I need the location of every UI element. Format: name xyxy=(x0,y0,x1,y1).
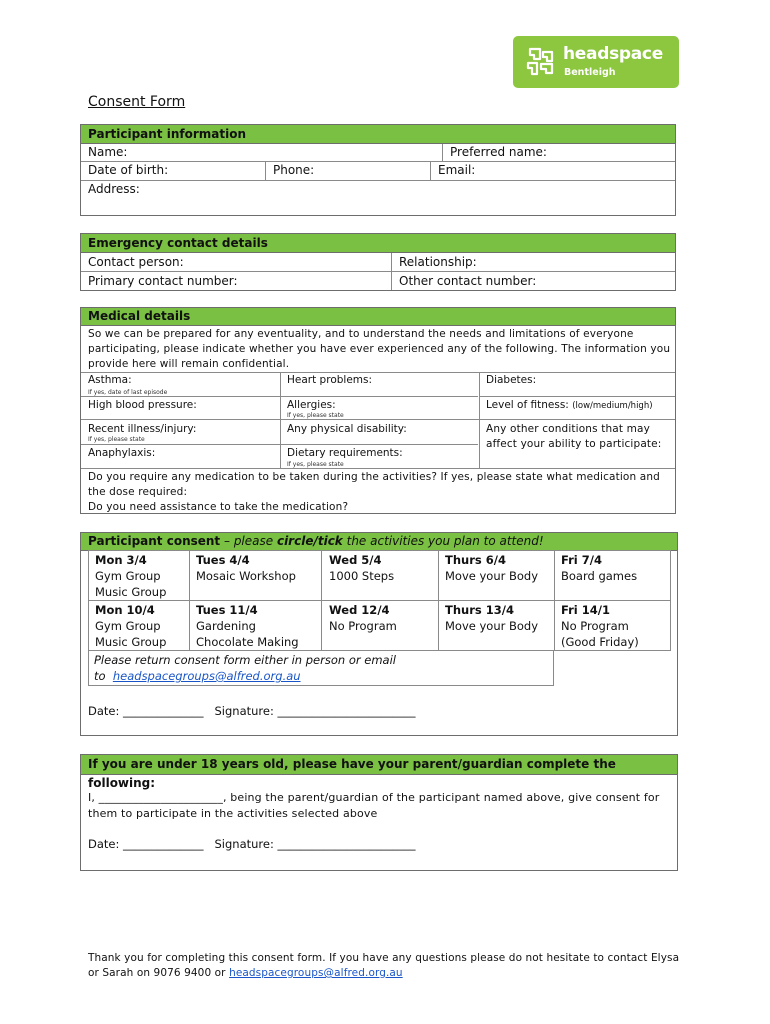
heart-field[interactable]: Heart problems: xyxy=(287,374,373,386)
guardian-statement[interactable]: I, ______________________, being the parent/guardian of the participant named above, give consent for them to participate in the activities selected above xyxy=(88,791,660,820)
activity-day-cell[interactable]: Tues 4/4 Mosaic Workshop xyxy=(196,553,296,583)
diabetes-field[interactable]: Diabetes: xyxy=(486,374,537,386)
fitness-field[interactable]: Level of fitness: xyxy=(486,399,569,411)
activity-day-cell[interactable]: Fri 14/1 No Program (Good Friday) xyxy=(561,603,639,649)
fitness-options: (low/medium/high) xyxy=(572,401,653,411)
email-field[interactable]: Email: xyxy=(438,163,476,177)
primary-number-field[interactable]: Primary contact number: xyxy=(88,274,238,288)
activity-day-cell[interactable]: Mon 3/4 Gym Group Music Group xyxy=(95,553,167,599)
allergies-field[interactable]: Allergies: xyxy=(287,399,336,411)
consent-header: Participant consent – please circle/tick the activities you plan to attend! xyxy=(81,533,677,551)
other-number-field[interactable]: Other contact number: xyxy=(399,274,537,288)
logo-subtitle: Bentleigh xyxy=(564,67,616,78)
emergency-header: Emergency contact details xyxy=(81,234,675,253)
phone-field[interactable]: Phone: xyxy=(273,163,315,177)
name-field[interactable]: Name: xyxy=(88,145,128,159)
return-note: Please return consent form either in person or email to headspacegroups@alfred.org.au xyxy=(94,653,396,683)
consent-date-field[interactable]: ______________ xyxy=(123,704,204,718)
medical-intro: So we can be prepared for any eventuality, and to understand the needs and limitations of everyone participating, please indicate whether you have ever experienced any of the following. The information you provide here will remain confidential. xyxy=(88,328,671,370)
medical-section xyxy=(80,307,676,514)
assistance-question[interactable]: Do you need assistance to take the medication? xyxy=(88,501,349,513)
dietary-field[interactable]: Dietary requirements: xyxy=(287,447,403,459)
activity-day-cell[interactable]: Tues 11/4 Gardening Chocolate Making xyxy=(196,603,299,649)
participant-header: Participant information xyxy=(81,125,675,144)
other-conditions-field[interactable]: Any other conditions that may affect your ability to participate: xyxy=(486,423,662,450)
guardian-date-signature: Date: ______________ Signature: ________________________ xyxy=(88,837,416,851)
address-field[interactable]: Address: xyxy=(88,182,140,196)
guardian-date-field[interactable]: ______________ xyxy=(123,837,204,851)
return-email-link[interactable]: headspacegroups@alfred.org.au xyxy=(112,669,301,683)
asthma-note: If yes, date of last episode xyxy=(88,389,168,396)
activities-grid xyxy=(88,550,671,686)
guardian-header: If you are under 18 years old, please have your parent/guardian complete the following: xyxy=(81,755,677,775)
headspace-logo-icon xyxy=(523,44,559,80)
medication-question[interactable]: Do you require any medication to be taken during the activities? If yes, please state what medication and the dose required: xyxy=(88,471,660,498)
activity-day-cell[interactable]: Wed 5/4 1000 Steps xyxy=(329,553,395,583)
guardian-section xyxy=(80,754,678,871)
illness-field[interactable]: Recent illness/injury: xyxy=(88,423,197,435)
activity-day-cell[interactable]: Fri 7/4 Board games xyxy=(561,553,638,583)
anaphylaxis-field[interactable]: Anaphylaxis: xyxy=(88,447,156,459)
activity-day-cell[interactable]: Wed 12/4 No Program xyxy=(329,603,397,633)
footer-email-link[interactable]: headspacegroups@alfred.org.au xyxy=(229,967,403,979)
consent-signature-field[interactable]: ________________________ xyxy=(277,704,416,718)
guardian-signature-field[interactable]: ________________________ xyxy=(277,837,416,851)
consent-date-signature: Date: ______________ Signature: ________________________ xyxy=(88,704,416,718)
page-title: Consent Form xyxy=(88,94,186,110)
activity-day-cell[interactable]: Thurs 13/4 Move your Body xyxy=(445,603,539,633)
bp-field[interactable]: High blood pressure: xyxy=(88,399,197,411)
medical-header: Medical details xyxy=(81,308,675,326)
footer-note: Thank you for completing this consent form. If you have any questions please do not hesitate to contact Elysa or Sarah on 9076 9400 or headspacegroups@alfred.org.au xyxy=(88,952,680,979)
dob-field[interactable]: Date of birth: xyxy=(88,163,169,177)
disability-field[interactable]: Any physical disability: xyxy=(287,423,407,435)
dietary-note: If yes, please state xyxy=(287,461,344,468)
participant-section xyxy=(80,124,676,216)
relationship-field[interactable]: Relationship: xyxy=(399,255,477,269)
activity-day-cell[interactable]: Mon 10/4 Gym Group Music Group xyxy=(95,603,167,649)
preferred-name-field[interactable]: Preferred name: xyxy=(450,145,547,159)
allergies-note: If yes, please state xyxy=(287,412,344,419)
asthma-field[interactable]: Asthma: xyxy=(88,374,132,386)
activity-day-cell[interactable]: Thurs 6/4 Move your Body xyxy=(445,553,539,583)
logo-name: headspace xyxy=(563,44,663,64)
illness-note: If yes, please state xyxy=(88,436,145,443)
contact-person-field[interactable]: Contact person: xyxy=(88,255,184,269)
emergency-section xyxy=(80,233,676,291)
headspace-logo xyxy=(513,36,679,88)
